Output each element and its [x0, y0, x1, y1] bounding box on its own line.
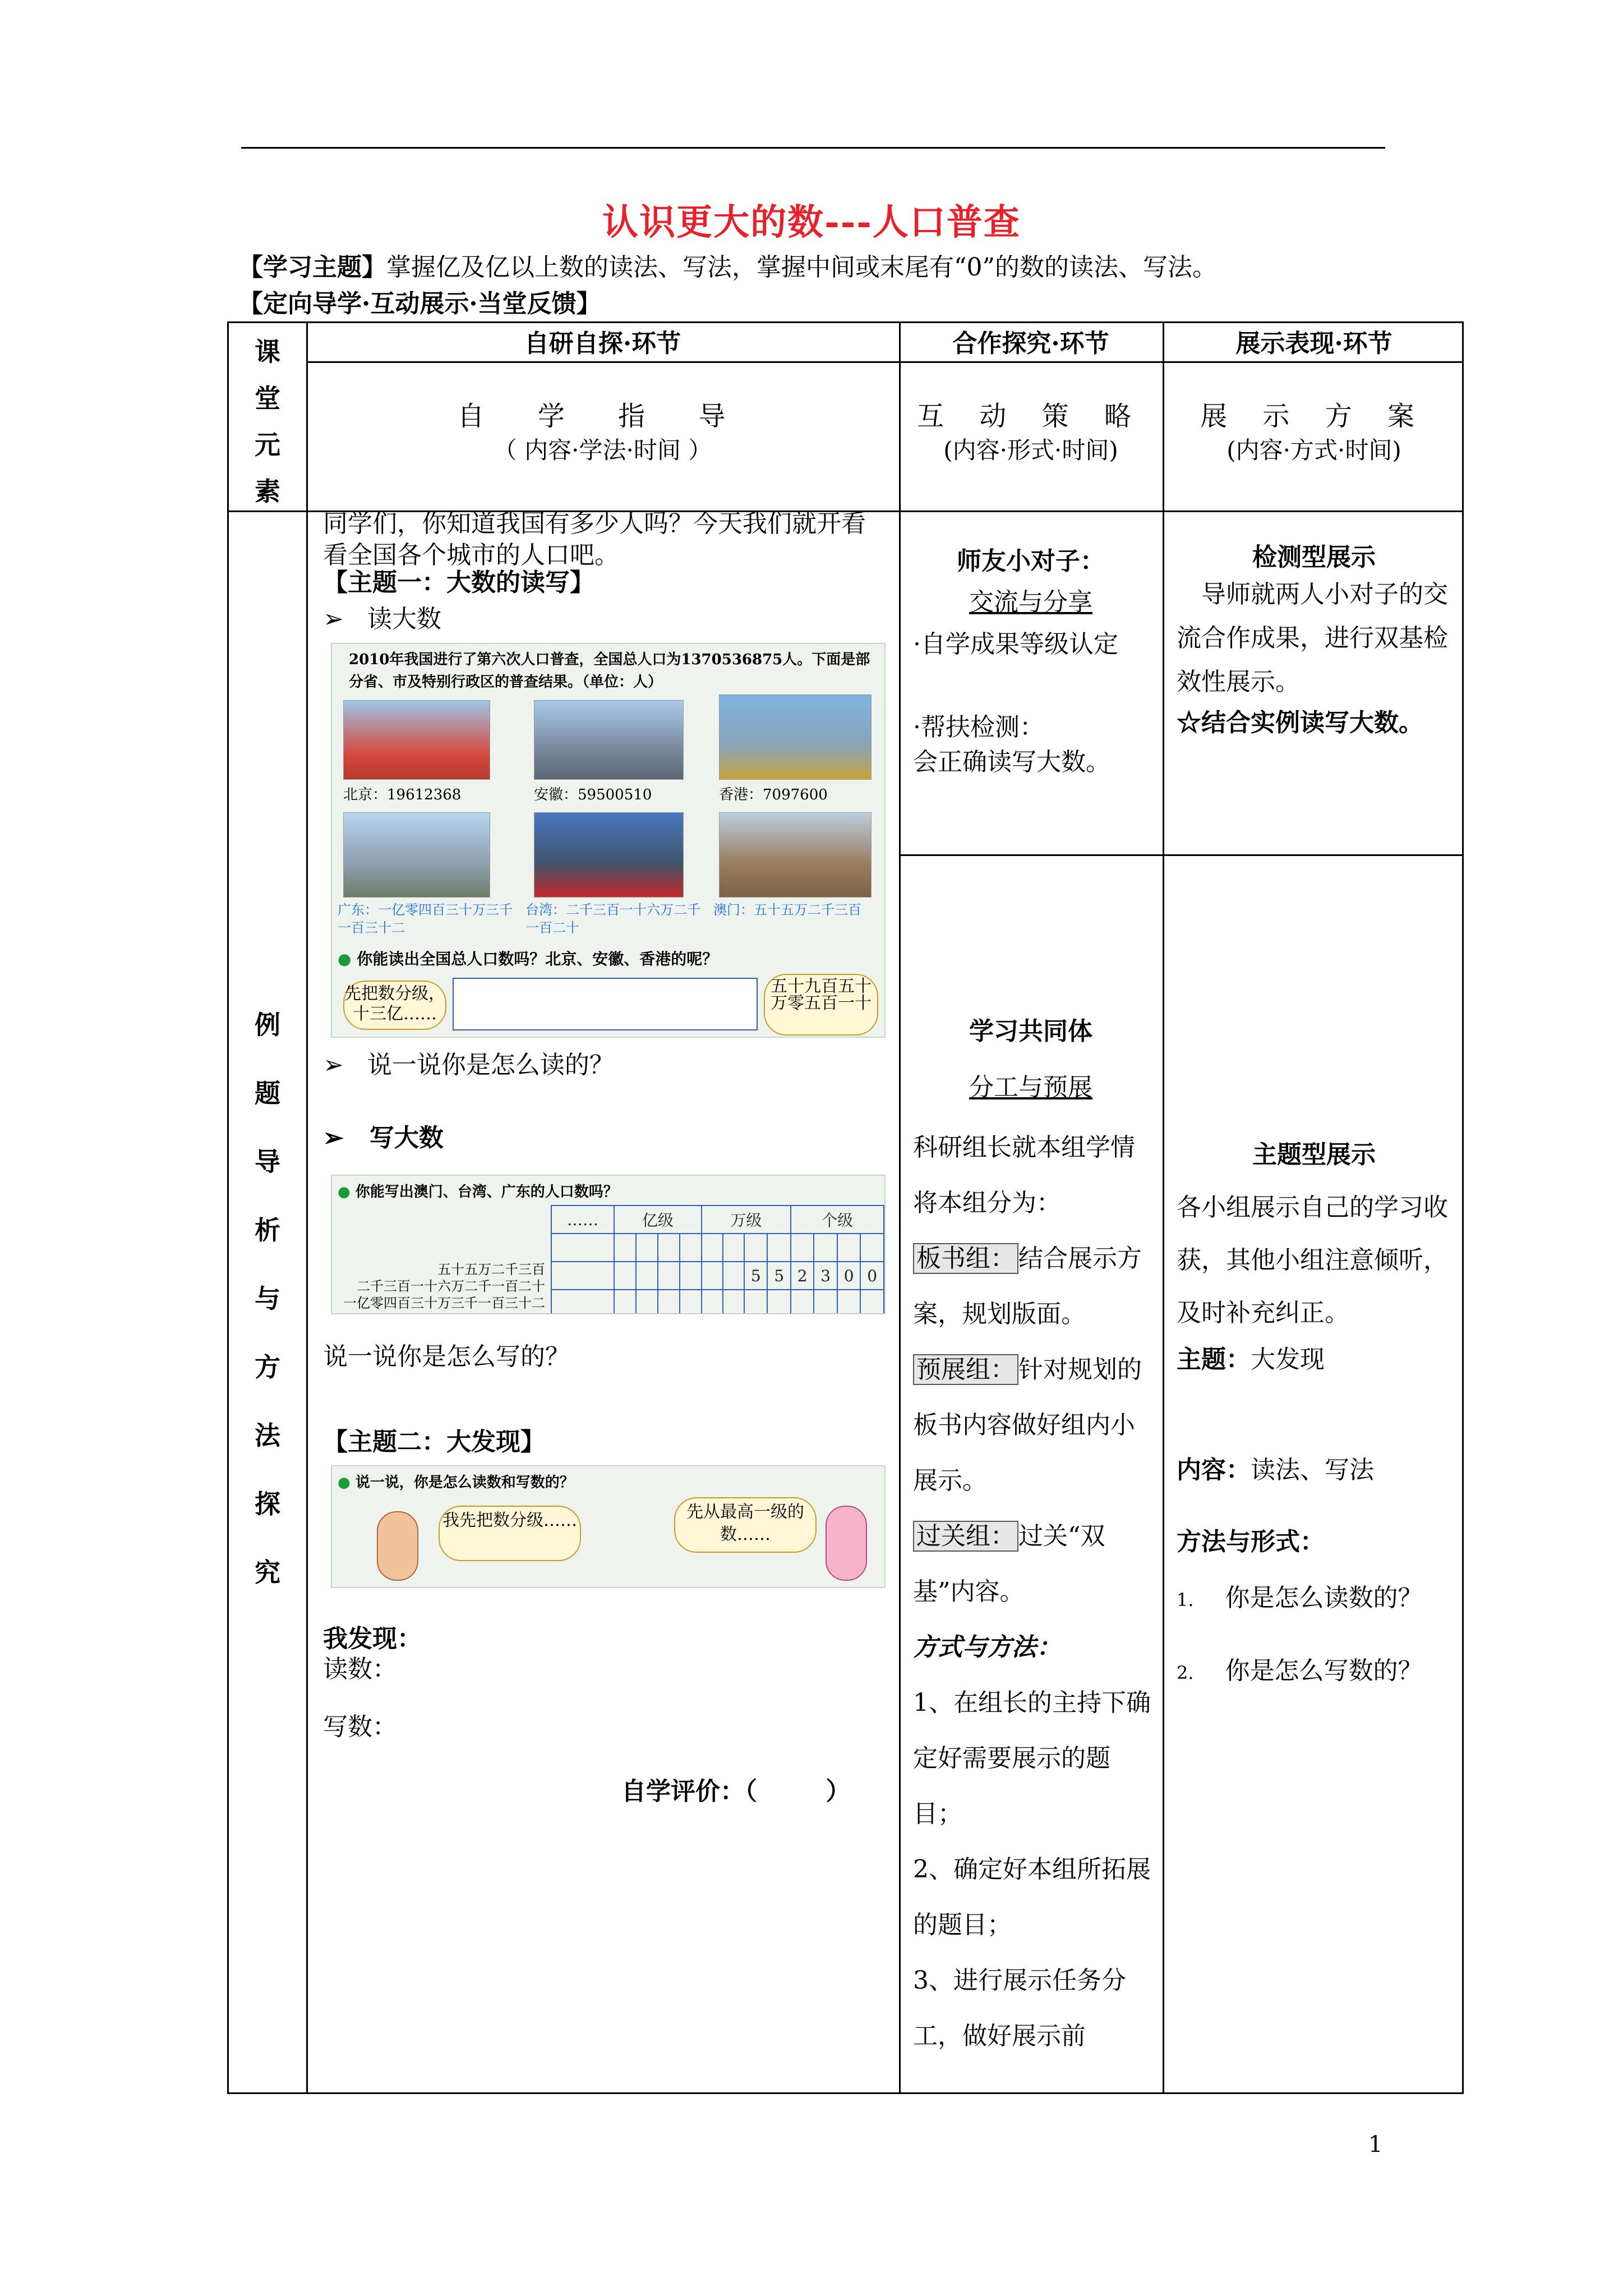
census-bubble-right: 五十九百五十万零五百一十 — [764, 974, 878, 1036]
beijing-label: 北京：19612368 — [343, 786, 462, 803]
header-rule — [241, 147, 1385, 149]
topic1-heading: 【主题一：大数的读写】 — [323, 568, 594, 597]
topic-theme: 主题：大发现 — [1177, 1345, 1325, 1374]
discovery-question: ● 说一说，你是怎么读数和写数的？ — [338, 1474, 574, 1491]
found-label: 我发现： — [323, 1625, 422, 1653]
col3-subheader: 互 动 策 略 — [917, 401, 1145, 432]
method-step-3: 3、进行展示任务分工，做好展示前 — [913, 1966, 1126, 2050]
group-check: 过关组： 过关“双基”内容。 — [913, 1522, 1105, 1606]
pair-bullet-1: ·自学成果等级认定 — [913, 630, 1118, 659]
census-figure — [331, 643, 886, 1038]
macau-photo — [719, 812, 872, 898]
census-figure-text: 2010年我国进行了第六次人口普查，全国总人口为1370536875人。下面是部分省、市及特别行政区的普查结果。（单位：人） — [349, 651, 870, 691]
col-divider-1 — [306, 323, 308, 2092]
discovery-figure — [331, 1465, 886, 1588]
place-value-table — [551, 1205, 884, 1314]
row-divider-col3 — [899, 854, 1462, 856]
write-figure — [331, 1175, 886, 1314]
col2-header: 自研自探·环节 — [524, 329, 681, 358]
col4-subheader: 展 示 方 案 — [1200, 401, 1428, 432]
hongkong-photo — [719, 694, 872, 780]
write-question: ● 你能写出澳门、台湾、广东的人口数吗？ — [338, 1184, 618, 1200]
taiwan-label: 台湾：二千三百一十六万二千一百二十 — [525, 902, 700, 936]
intro-text: 同学们，你知道我国有多少人吗？今天我们就开看看全国各个城市的人口吧。 — [323, 509, 866, 569]
anhui-label: 安徽：59500510 — [534, 786, 652, 803]
pair-bullet-3: 会正确读写大数。 — [913, 748, 1110, 776]
topic-method-label: 方法与形式： — [1177, 1527, 1325, 1556]
discovery-bubble-right: 先从最高一级的数…… — [674, 1497, 817, 1553]
anhui-photo — [534, 700, 684, 780]
check-star: ☆结合实例读写大数。 — [1177, 708, 1423, 737]
theme-text: 掌握亿及亿以上数的读法、写法，掌握中间或末尾有“0”的数的读法、写法。 — [386, 253, 1217, 282]
lesson-table — [227, 321, 1464, 2094]
census-question: ● 你能读出全国总人口数吗？北京、安徽、香港的呢？ — [338, 950, 718, 968]
guangdong-photo — [343, 812, 490, 898]
group-preview: 预展组： 针对规划的板书内容做好组内小展示。 — [913, 1355, 1142, 1495]
pv-digit: 2 — [791, 1262, 814, 1290]
self-eval: 自学评价：（ ） — [621, 1777, 851, 1806]
write-num-label: 写数： — [323, 1713, 397, 1741]
col1-body-label: 例 题 导 析 与 方 法 探 究 — [255, 1010, 280, 1588]
method-step-1: 1、在组长的主持下确定好需要展示的题目； — [913, 1688, 1151, 1828]
group-title: 学习共同体 — [969, 1017, 1092, 1046]
pair-bullet-2: ·帮扶检测： — [913, 713, 1044, 742]
pv-digit: 3 — [814, 1262, 837, 1290]
col3-header: 合作探究·环节 — [952, 329, 1109, 358]
col4-header: 展示表现·环节 — [1235, 329, 1393, 358]
boy-figure — [377, 1511, 418, 1581]
preview-group-label: 预展组： — [913, 1354, 1018, 1385]
write-numbers: 五十五万二千三百 二千三百一十六万二千一百二十 一亿零四百三十万三千一百三十二 — [343, 1262, 545, 1311]
pair-title: 师友小对子： — [957, 547, 1105, 576]
check-group-label: 过关组： — [913, 1521, 1018, 1552]
pv-digit: 5 — [767, 1262, 790, 1290]
question-1: 1. 你是怎么读数的？ — [1177, 1584, 1423, 1612]
pv-digit: 0 — [837, 1262, 860, 1290]
census-bubble-left: 先把数分级，十三亿…… — [343, 981, 446, 1030]
pv-level-wan: 万级 — [702, 1205, 791, 1234]
guangdong-label: 广东：一亿零四百三十万三千一百三十二 — [338, 902, 513, 936]
col2-subheader: 自 学 指 导 — [457, 401, 748, 432]
beijing-photo — [343, 700, 490, 780]
discovery-bubble-left: 我先把数分级…… — [439, 1506, 581, 1561]
col1-header: 课 堂 元 素 — [255, 337, 280, 507]
col4-subheader-note: (内容·方式·时间) — [1227, 436, 1401, 464]
group-board: 板书组： 结合展示方案，规划版面。 — [913, 1244, 1142, 1328]
girl-figure — [826, 1506, 867, 1581]
learning-theme — [238, 247, 1217, 283]
topic-content: 内容：读法、写法 — [1177, 1456, 1374, 1484]
pv-level-yi: 亿级 — [614, 1205, 702, 1234]
col-divider-3 — [1163, 323, 1164, 2092]
board-group-label: 板书组： — [913, 1243, 1018, 1274]
check-text: 导师就两人小对子的交流合作成果，进行双基检效性展示。 — [1177, 580, 1448, 696]
group-subtitle: 分工与预展 — [969, 1073, 1092, 1102]
guide-label: 【定向导学·互动展示·当堂反馈】 — [238, 289, 601, 318]
say-write-prompt: 说一说你是怎么写的？ — [323, 1342, 570, 1371]
pv-digit: 5 — [744, 1262, 767, 1290]
topic2-heading: 【主题二：大发现】 — [323, 1428, 545, 1456]
macau-label: 澳门：五十五万二千三百 — [713, 902, 861, 918]
topic-show-title: 主题型展示 — [1252, 1140, 1376, 1169]
question-2: 2. 你是怎么写数的？ — [1177, 1657, 1423, 1685]
page-number: 1 — [1368, 2132, 1383, 2157]
topic-show-text: 各小组展示自己的学习收获，其他小组注意倾听，及时补充纠正。 — [1177, 1193, 1448, 1327]
method-title: 方式与方法： — [913, 1633, 1061, 1662]
method-step-2: 2、确定好本组所拓展的题目； — [913, 1855, 1151, 1939]
col3-subheader-note: (内容·形式·时间) — [943, 436, 1118, 464]
theme-label: 【学习主题】 — [238, 253, 386, 282]
say-read-prompt: ➢ 说一说你是怎么读的？ — [323, 1051, 614, 1079]
taiwan-photo — [534, 812, 684, 898]
pair-subtitle: 交流与分享 — [969, 588, 1092, 616]
pv-ellipsis: …… — [551, 1205, 614, 1234]
col2-subheader-note: （ 内容·学法·时间 ） — [493, 436, 712, 464]
read-num-label: 读数： — [323, 1655, 397, 1683]
group-intro: 科研组长就本组学情将本组分为： — [913, 1133, 1135, 1217]
hongkong-label: 香港：7097600 — [719, 786, 828, 803]
pv-digit: 0 — [860, 1262, 884, 1290]
page-title: 认识更大的数---人口普查 — [602, 201, 1021, 243]
write-heading: ➢ 写大数 — [323, 1124, 444, 1152]
census-abacus — [453, 978, 758, 1030]
read-heading: ➢ 读大数 — [323, 605, 441, 633]
check-title: 检测型展示 — [1252, 543, 1376, 572]
pv-level-ge: 个级 — [791, 1205, 884, 1234]
